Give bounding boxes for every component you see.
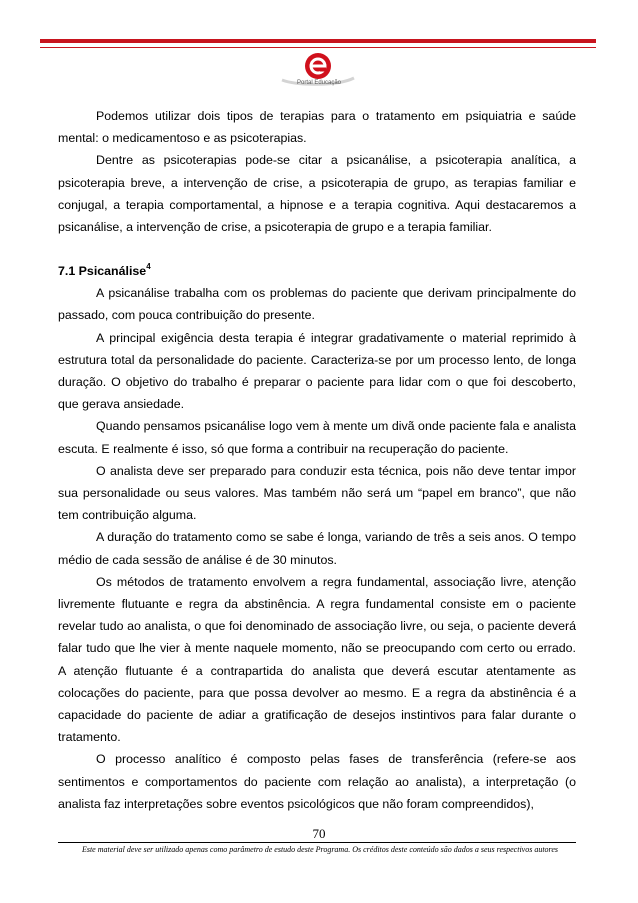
section-paragraph-6: Os métodos de tratamento envolvem a regra fundamental, associação livre, atenção livremente flutuante e regra da abstinência. A regra fundamental consiste em o paciente revelar tudo ao analista, o que foi denominado de associação livre, ou seja, o paciente deverá falar tudo que lhe vier à mente naquele momento, não se preocupando com certo ou errado. A atenção flutuante é a contrapartida do analista que deverá escutar atentamente as colocações do paciente, para que possa devolver ao mesmo. E a regra da abstinência é a capacidade do paciente de adiar a gratificação de desejos instintivos para falar durante o tratamento. [58,574,576,745]
section-paragraph-4: O analista deve ser preparado para conduzir esta técnica, pois não deve tentar impor sua personalidade ou seus valores. Mas também não será um “papel em branco”, que não tem contribuição alguma. [58,463,576,523]
section-paragraph-2: A principal exigência desta terapia é integrar gradativamente o material reprimido à estrutura total da personalidade do paciente. Caracteriza-se por um processo lento, de longa duração. O objetivo do trabalho é preparar o paciente para lidar com o que foi descoberto, que gerava ansiedade. [58,330,576,412]
footnote-reference: 4 [146,262,151,272]
section-paragraph-7: O processo analítico é composto pelas fases de transferência (refere-se aos sentimentos e comportamentos do paciente com relação ao analista), a interpretação (o analista faz interpretações sobre eventos psicológicos que não foram compreendidos), [58,752,576,811]
intro-paragraph-1: Podemos utilizar dois tipos de terapias para o tratamento em psiquiatria e saúde mental: o medicamentoso e as psicoterapias. [58,109,576,146]
body-text [58,105,576,815]
logo-caption: Portal Educação [296,80,342,86]
footer-disclaimer: Este material deve ser utilizado apenas como parâmetro de estudo deste Programa. Os créditos deste conteúdo são dados a seus respectivos autores [81,845,559,854]
intro-paragraph-2: Dentre as psicoterapias pode-se citar a psicanálise, a psicoterapia analítica, a psicoterapia breve, a intervenção de crise, a psicoterapia de grupo, as terapias familiar e conjugal, a terapia comportamental, a hipnose e a terapia cognitiva. Aqui destacaremos a psicanálise, a intervenção de crise, a psicoterapia de grupo e a terapia familiar. [58,153,576,235]
section-title: 7.1 Psicanálise [58,264,147,279]
section-paragraph-1: A psicanálise trabalha com os problemas do paciente que derivam principalmente do passado, com pouca contribuição do presente. [58,286,576,323]
section-paragraph-5: A duração do tratamento como se sabe é longa, variando de três a seis anos. O tempo médio de cada sessão de análise é de 30 minutos. [58,530,576,567]
header-rule-top [40,39,596,43]
header-rule-bottom [40,47,596,48]
footer-rule [58,842,576,843]
section-heading [58,260,576,282]
section-paragraph-3: Quando pensamos psicanálise logo vem à mente um divã onde paciente fala e analista escuta. E realmente é isso, só que forma a contribuir na recuperação do paciente. [58,419,576,456]
page-number: 70 [312,826,326,841]
